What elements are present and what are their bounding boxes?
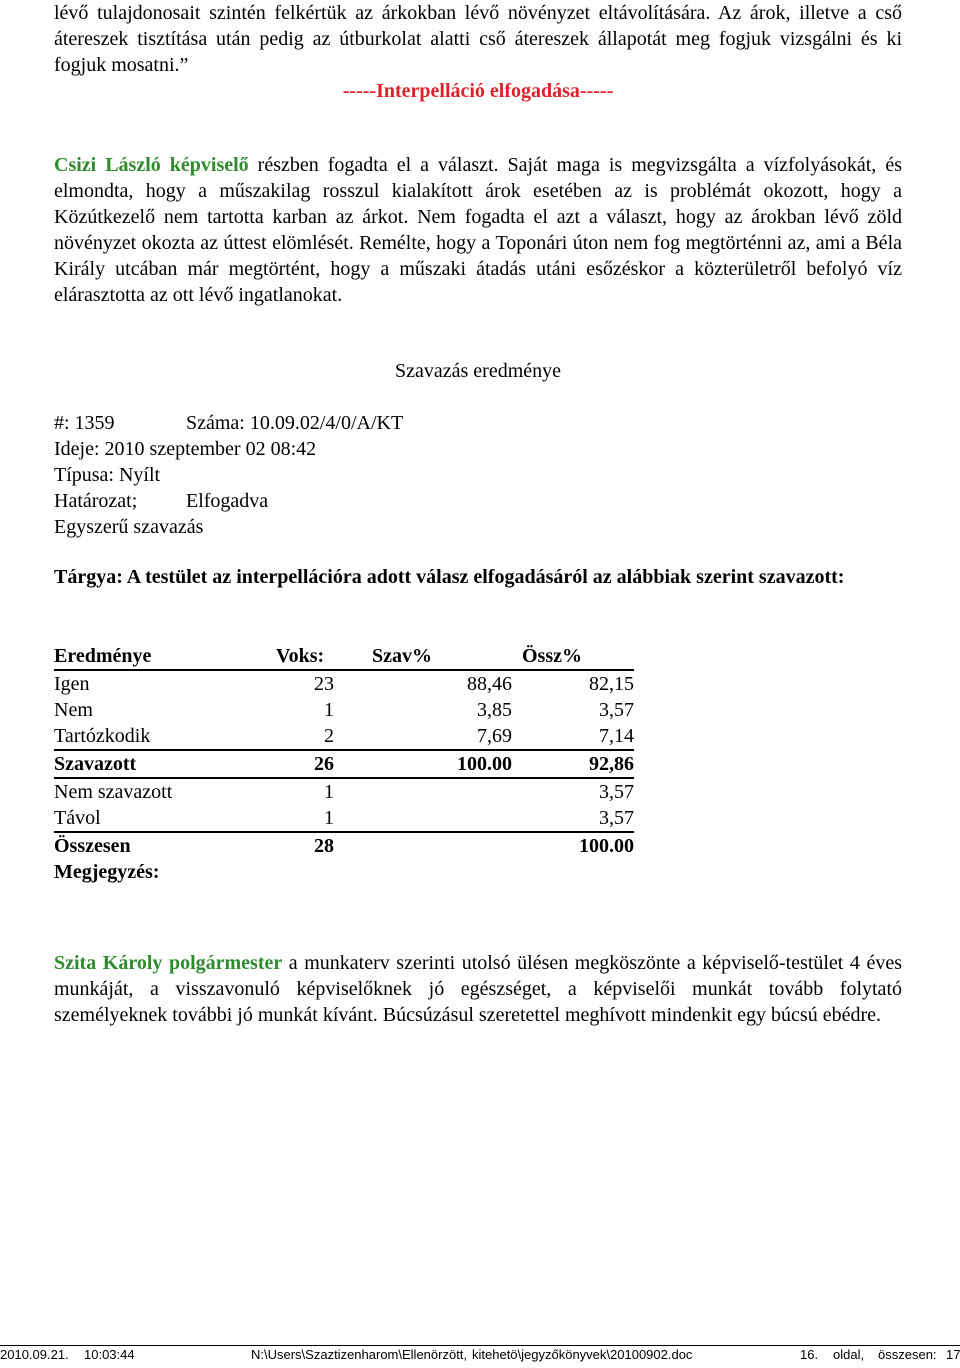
- row-szav: [334, 778, 512, 805]
- table-row: [54, 805, 634, 832]
- intro-paragraph: lévő tulajdonosait szintén felkértük az árkokban lévő növényzet eltávolítására. Az árok, illetve a cső átereszek tisztítása után pedig az útburkolat alatti cső átereszek állapotát meg fogjuk vizsgálni és ki fogjuk mosatni.”: [54, 2, 902, 76]
- table-header-row: [54, 643, 634, 670]
- footer-total-label: összesen:: [878, 1347, 937, 1362]
- footer-total: 17: [946, 1347, 960, 1362]
- row-ossz: 100.00: [579, 835, 634, 857]
- row-szav: 3,85: [477, 699, 512, 721]
- response-speaker: Csizi László képviselő: [54, 154, 249, 176]
- response-paragraph: [54, 152, 902, 308]
- row-szav: 88,46: [467, 673, 512, 695]
- table-row: [54, 778, 634, 805]
- note-empty-cell: [512, 859, 634, 885]
- row-ossz: 3,57: [599, 781, 634, 803]
- closing-text: a munkaterv szerinti utolsó ülésen megköszönte a képviselő-testület 4 éves munkáját, a visszavonuló képviselőknek jó egészséget, a képviselői munkát tovább folytató személyeknek további jó munkát kívánt. Búcsúzásul szeretettel meghívott mindenkit egy búcsú ebédre.: [54, 952, 902, 1026]
- vote-code: Száma: 10.09.02/4/0/A/KT: [186, 412, 404, 434]
- note-empty-cell: [276, 859, 334, 885]
- row-ossz: 92,86: [512, 750, 634, 778]
- vote-decision-label: Határozat;: [54, 490, 138, 512]
- vote-meta-number-row: [54, 410, 902, 436]
- footer-divider: [0, 1345, 960, 1346]
- table-row: [54, 670, 634, 697]
- vote-decision-row: [54, 488, 902, 514]
- row-ossz: 82,15: [589, 673, 634, 695]
- vote-date: Ideje: 2010 szeptember 02 08:42: [54, 438, 317, 460]
- closing-speaker: Szita Károly polgármester: [54, 952, 283, 974]
- footer-page: 16.: [800, 1347, 819, 1362]
- row-ossz: 7,14: [512, 723, 634, 750]
- vote-results-table: [54, 643, 634, 885]
- column-header-result: Eredménye: [54, 643, 276, 670]
- row-label: Szavazott: [54, 750, 276, 778]
- row-label: Távol: [54, 805, 276, 832]
- row-voks: 1: [324, 781, 334, 803]
- footer-time: 10:03:44: [84, 1347, 135, 1362]
- column-header-voks: Voks:: [276, 643, 334, 670]
- table-row: [54, 750, 634, 778]
- row-szav: 7,69: [334, 723, 512, 750]
- interpellation-marker: -----Interpelláció elfogadása-----: [342, 80, 614, 102]
- vote-number: #: 1359: [54, 412, 115, 434]
- table-row: [54, 697, 634, 723]
- row-ossz: 3,57: [512, 805, 634, 832]
- row-label: Igen: [54, 673, 90, 695]
- table-row: [54, 832, 634, 859]
- row-label: Nem szavazott: [54, 781, 173, 803]
- vote-subject: Tárgya: A testület az interpellációra adott válasz elfogadásáról az alábbiak szerint szavazott:: [54, 566, 845, 588]
- response-text: részben fogadta el a választ. Saját maga is megvizsgálta a vízfolyásokát, és elmondta, hogy a műszakilag rosszul kialakított árok esetében az is problémát okozott, hogy a Közútkezelő nem tartotta karban az árkot. Nem fogadta el azt a választ, hogy az árokban lévő zöld növényzet okozta az úttest elömlését. Remélte, hogy a Toponári úton nem fog megtörténni az, ami a Béla Király utcában már megtörtént, hogy a műszaki átadás utáni esőzéskor a közterületről befolyó víz elárasztotta az ott lévő ingatlanokat.: [54, 154, 902, 306]
- intro-section: [54, 0, 902, 104]
- closing-paragraph: [54, 950, 902, 1028]
- footer-path: N:\Users\Szaztizenharom\Ellenörzött,: [251, 1347, 468, 1362]
- footer-date: 2010.09.21.: [0, 1347, 69, 1362]
- row-voks: 1: [324, 699, 334, 721]
- note-empty-cell: [334, 859, 512, 885]
- row-label: Tartózkodik: [54, 723, 276, 750]
- row-label: Nem: [54, 699, 93, 721]
- row-voks: 23: [314, 673, 334, 695]
- row-voks: 28: [314, 835, 334, 857]
- column-header-ossz: Össz%: [512, 643, 634, 670]
- vote-mode: Egyszerű szavazás: [54, 516, 204, 538]
- table-row: [54, 723, 634, 750]
- row-voks: 1: [276, 805, 334, 832]
- row-szav: 100.00: [334, 750, 512, 778]
- footer-path-continued: kitehetö\jegyzőkönyvek\20100902.doc: [472, 1347, 693, 1362]
- vote-decision-value: Elfogadva: [186, 490, 269, 512]
- vote-meta: [54, 410, 902, 540]
- footer-page-label: oldal,: [833, 1347, 865, 1362]
- row-szav: [334, 805, 512, 832]
- row-ossz: 3,57: [599, 699, 634, 721]
- vote-heading: Szavazás eredménye: [394, 360, 561, 382]
- note-label: Megjegyzés:: [54, 861, 160, 883]
- page-footer: [0, 1347, 960, 1367]
- column-header-szav: Szav%: [334, 643, 512, 670]
- row-label: Összesen: [54, 835, 131, 857]
- row-voks: 26: [276, 750, 334, 778]
- vote-type: Típusa: Nyílt: [54, 464, 161, 486]
- row-voks: 2: [276, 723, 334, 750]
- note-row: [54, 859, 634, 885]
- row-szav: [334, 832, 512, 859]
